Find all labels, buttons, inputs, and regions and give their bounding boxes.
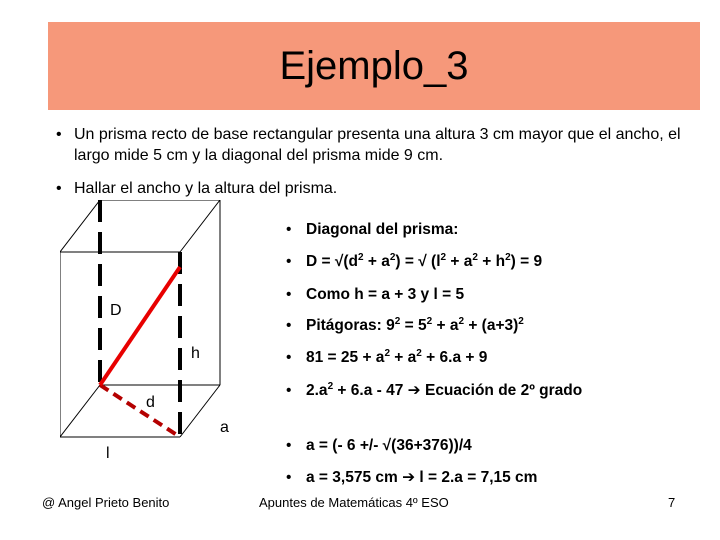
step-2 — [286, 252, 542, 271]
intro-item-1: • Un prisma recto de base rectangular presenta una altura 3 cm mayor que el ancho, el largo mide 5 cm y la diagonal del prisma mide 9 cm. — [56, 124, 696, 166]
edge-bottom-right — [180, 385, 220, 437]
step-5-exp: 2 — [416, 347, 422, 359]
step-6-part: 2.a — [306, 382, 328, 399]
title-banner — [48, 22, 700, 110]
footer-course: Apuntes de Matemáticas 4º ESO — [259, 495, 449, 510]
intro-item-2: • Hallar el ancho y la altura del prisma. — [56, 178, 696, 199]
page-title: Ejemplo_3 — [279, 43, 469, 88]
step-5-exp: 2 — [384, 347, 390, 359]
base-diagonal-line — [100, 385, 180, 437]
step-4-part: + a — [432, 317, 459, 334]
step-2-part: + h — [477, 253, 506, 270]
step-6 — [286, 381, 626, 400]
step-3-text: Como h = a + 3 y l = 5 — [306, 286, 465, 303]
step-3 — [286, 285, 464, 304]
step-2-exp: 2 — [505, 251, 511, 263]
step-2-exp: 2 — [358, 251, 364, 263]
step-4-part: Pitágoras: 9 — [306, 317, 395, 334]
step-6-part: Ecuación de 2º grado — [420, 382, 583, 399]
edge-top-right — [180, 200, 220, 252]
step-2-part: ) = √ (l — [395, 253, 441, 270]
step-8-part: a = 3,575 cm — [306, 469, 403, 486]
step-5-part: + a — [390, 349, 417, 366]
prism-diagram — [60, 200, 260, 470]
arrow-right-icon: ➔ — [407, 382, 421, 399]
problem-statement — [56, 124, 696, 211]
step-2-exp: 2 — [440, 251, 447, 263]
step-4-exp: 2 — [458, 315, 465, 327]
label-D: D — [110, 302, 122, 319]
edge-top-left — [60, 200, 100, 252]
label-h: h — [191, 345, 200, 362]
step-2-exp: 2 — [472, 251, 478, 263]
step-5-part: 81 = 25 + a — [306, 349, 385, 366]
label-d: d — [146, 394, 155, 411]
step-8-part: l = 2.a = 7,15 cm — [415, 469, 538, 486]
page-number: 7 — [668, 495, 676, 510]
step-2-part: + a — [446, 253, 473, 270]
step-2-exp: 2 — [389, 251, 396, 263]
label-l: l — [106, 445, 110, 462]
step-4-exp: 2 — [518, 315, 524, 327]
step-6-exp: 2 — [327, 380, 334, 392]
step-4 — [286, 316, 524, 335]
step-1 — [286, 220, 458, 239]
prism-figure — [60, 200, 260, 470]
step-8 — [286, 468, 537, 487]
step-7 — [286, 436, 472, 455]
step-4-part: + (a+3) — [464, 317, 519, 334]
step-6-part: + 6.a - 47 — [333, 382, 408, 399]
step-4-exp: 2 — [426, 315, 433, 327]
step-7-text: a = (- 6 +/- √(36+376))/4 — [306, 437, 472, 454]
step-4-exp: 2 — [394, 315, 401, 327]
step-5-part: + 6.a + 9 — [421, 349, 488, 366]
footer-author: @ Angel Prieto Benito — [42, 495, 170, 510]
space-diagonal-line — [100, 267, 180, 385]
step-2-part: ) = 9 — [510, 253, 543, 270]
step-5 — [286, 348, 487, 367]
step-2-part: + a — [363, 253, 390, 270]
step-4-part: = 5 — [400, 317, 427, 334]
label-a: a — [220, 419, 229, 436]
step-1-text: Diagonal del prisma: — [306, 221, 459, 238]
arrow-right-icon: ➔ — [402, 469, 416, 486]
edge-bottom-left — [60, 385, 100, 437]
step-2-part: D = √(d — [306, 253, 358, 270]
